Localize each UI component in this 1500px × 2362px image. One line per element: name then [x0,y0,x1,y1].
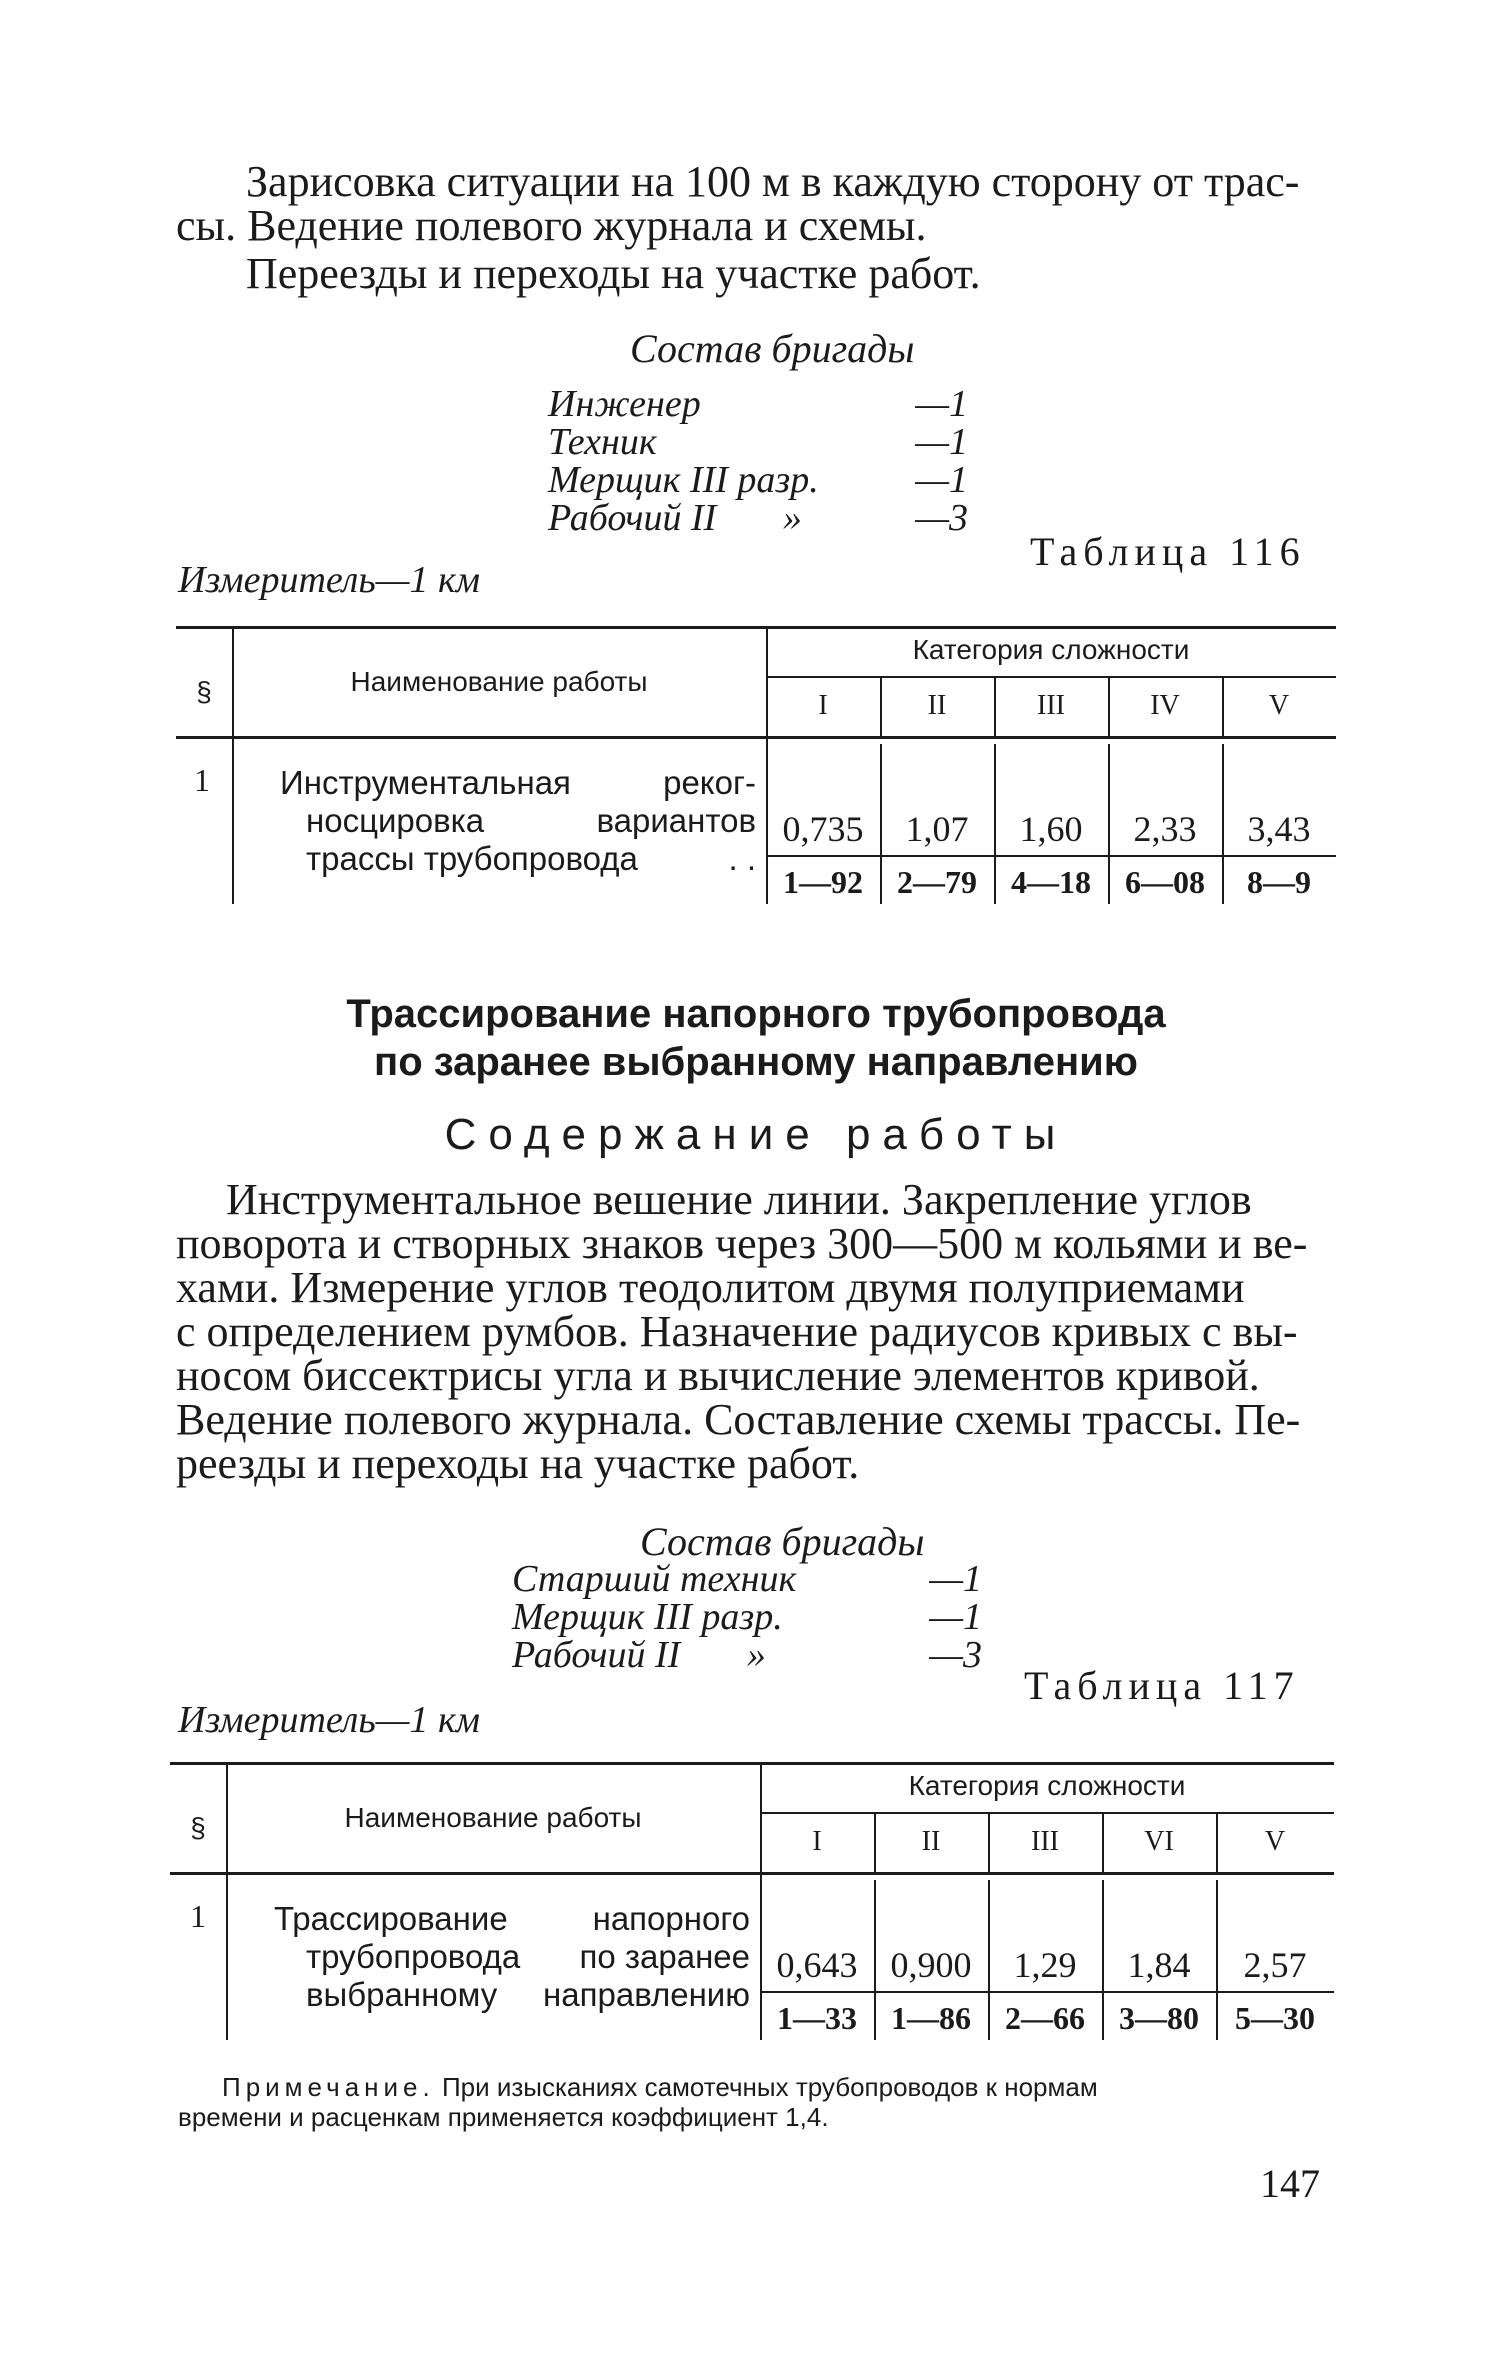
work-description [176,1175,1336,1488]
row-number: 1 [194,762,210,798]
work-norms-table [170,1756,1334,2046]
measurement-unit: Измеритель—1 км [178,559,480,601]
work-name-part: Трассирование [274,1900,508,1937]
crew-list [548,385,968,545]
category-label: II [921,1826,941,1857]
category-rule [766,676,1336,678]
category-label: VI [1144,1826,1174,1857]
work-name-part: выбранному [306,1976,498,2013]
crew-count: —3 [929,1634,982,1676]
work-name-part: реког- [663,764,756,801]
category-label: V [1268,690,1290,721]
pay-rate: 2—66 [1005,2000,1085,2036]
time-norm: 3,43 [1247,809,1311,849]
pay-rate: 2—79 [897,864,977,900]
time-norm: 0,643 [776,1945,858,1985]
work-name-part: по заранее [579,1938,750,1975]
work-name-line [306,802,756,840]
category-label: III [1037,690,1065,721]
footnote-text: При изысканиях самотечных трубопроводов к нормам [441,2072,1098,2102]
value-rule [760,1991,1334,1993]
work-name-line [306,840,756,878]
section-heading-line: Трассирование напорного трубопровода [346,992,1166,1036]
pay-rate: 5—30 [1235,2000,1315,2036]
description-line: хами. Измерение углов теодолитом двумя полуприемами [176,1263,1245,1312]
time-norm: 1,84 [1127,1945,1191,1985]
column-divider [760,1764,762,2040]
crew-role: Рабочий II » [512,1634,766,1676]
crew-role: Инженер [548,383,701,425]
time-norm: 1,07 [905,809,969,849]
description-line: носом биссектрисы угла и вычисление элементов кривой. [176,1351,1260,1400]
header-para: § [190,1812,206,1843]
pay-rate: 1—33 [777,2000,857,2036]
intro-line-1: Зарисовка ситуации на 100 м в каждую сторону от трас- [246,157,1300,206]
category-label: I [812,1826,822,1857]
work-name-part: направлению [543,1976,750,2013]
table-top-rule [176,626,1336,629]
crew-role: Рабочий II » [548,497,802,539]
table-number: Таблица 116 [1030,529,1306,574]
work-name [280,764,756,878]
time-norm: 2,57 [1243,1945,1307,1985]
crew-count: —1 [915,383,968,425]
table-top-rule [170,1762,1334,1765]
category-label: I [818,690,828,721]
crew-count: —1 [915,421,968,463]
category-rule [760,1812,1334,1814]
category-label: V [1264,1826,1286,1857]
intro-line-2: сы. Ведение полевого журнала и схемы. [176,201,927,250]
crew-count: —3 [915,497,968,539]
section-heading-line: по заранее выбранному направлению [374,1040,1138,1084]
intro-line-3: Переезды и переходы на участке работ. [246,249,981,298]
time-norm: 1,60 [1019,809,1083,849]
work-name-part: Инструментальная [280,764,571,801]
footnote-line: времени и расценкам применяется коэффициент 1,4. [178,2102,829,2132]
intro-text [176,157,1336,298]
work-name-part: трассы трубопровода [306,840,638,877]
category-label: II [927,690,947,721]
work-name-part: вариантов [596,802,756,839]
crew-role: Мерщик III разр. [512,1596,783,1638]
pay-rate: 6—08 [1125,864,1205,900]
crew-count: —1 [929,1558,982,1600]
header-work-name: Наименование работы [350,666,648,697]
work-name [274,1900,750,2014]
time-norm: 2,33 [1133,809,1197,849]
crew-count: —1 [915,459,968,501]
column-divider [766,628,768,904]
measurement-unit: Измеритель—1 км [178,1699,480,1741]
crew-title: Состав бригады [640,1519,925,1564]
section-heading [176,990,1336,1086]
section-subheading: Содержание работы [444,1110,1068,1159]
work-name-line [274,1900,750,1938]
description-line: Инструментальное вешение линии. Закрепление углов [226,1175,1252,1224]
work-name-line [306,1976,750,2014]
time-norm: 0,735 [782,809,864,849]
pay-rate: 4—18 [1011,864,1091,900]
page-number: 147 [1260,2161,1320,2206]
crew-count: —1 [929,1596,982,1638]
description-line: Ведение полевого журнала. Составление схемы трассы. Пе- [176,1395,1301,1444]
work-name-part: . . [728,840,756,877]
time-norm: 1,29 [1013,1945,1077,1985]
header-category: Категория сложности [912,634,1190,665]
footnote-line [222,2072,1334,2102]
header-category: Категория сложности [908,1770,1186,1801]
table-number: Таблица 117 [1024,1663,1300,1708]
work-name-part: трубопровода [306,1938,521,1975]
crew-role: Техник [548,421,657,463]
category-label: III [1031,1826,1059,1857]
crew-title: Состав бригады [630,326,915,371]
work-name-line [280,764,756,802]
header-rule [170,1872,1334,1875]
crew-role: Мерщик III разр. [548,459,819,501]
work-name-part: напорного [592,1900,750,1937]
footnote [222,2072,1334,2102]
pay-rate: 1—92 [783,864,863,900]
header-work-name: Наименование работы [344,1802,642,1833]
header-para: § [196,676,212,707]
crew-list [512,1560,982,1680]
footnote-label: Примечание. [222,2072,435,2102]
crew-role: Старший техник [512,1558,797,1600]
work-name-part: носцировка [306,802,485,839]
description-line: поворота и створных знаков через 300—500 м кольями и ве- [176,1219,1308,1268]
pay-rate: 3—80 [1119,2000,1199,2036]
work-norms-table [176,620,1336,910]
row-number: 1 [190,1898,206,1934]
value-rule [766,855,1336,857]
category-label: IV [1150,690,1180,721]
description-line: с определением румбов. Назначение радиусов кривых с вы- [176,1307,1298,1356]
work-name-line [306,1938,750,1976]
pay-rate: 1—86 [891,2000,971,2036]
header-rule [176,736,1336,739]
time-norm: 0,900 [890,1945,972,1985]
pay-rate: 8—9 [1247,864,1311,900]
description-line: реезды и переходы на участке работ. [176,1439,860,1488]
